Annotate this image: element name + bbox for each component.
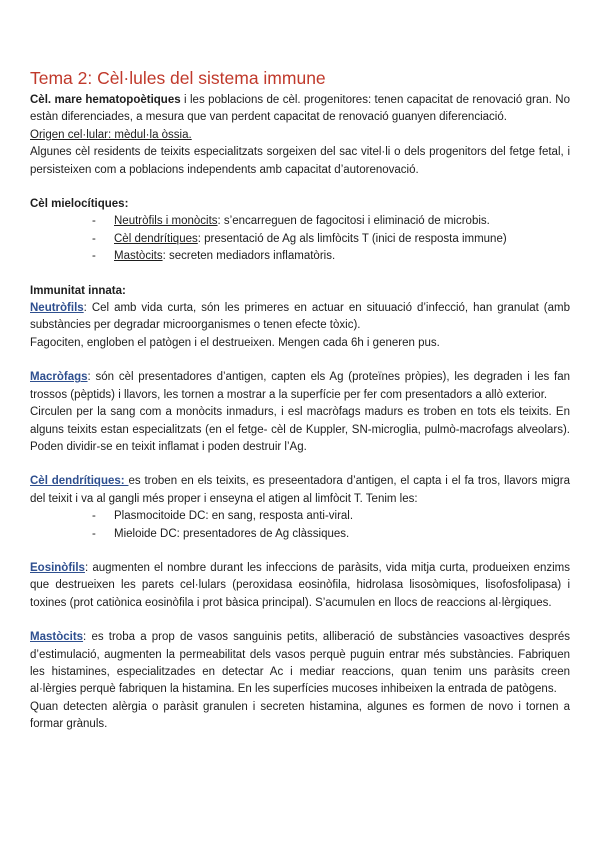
neutrophils-term: Neutròfils: [30, 302, 84, 315]
dendritic-term: Cèl dendrítiques:: [30, 475, 129, 488]
myeloid-list: [30, 213, 570, 265]
macrophages-paragraph: [30, 369, 570, 404]
eosinophils-term: Eosinòfils: [30, 561, 85, 574]
dendritic-text: es troben en els teixits, es preseentadora d’antigen, el capta i el fa tros, llavors migra del teixit i va al gangli més proper i enseyna el atigen al limfòcit T. Tenim les:: [30, 475, 570, 505]
list-item-text: : presentació de Ag als limfòcits T (inici de resposta immune): [197, 232, 507, 245]
spacer: [30, 543, 570, 560]
origin-text: Algunes cèl residents de teixits especialitzats sorgeixen del sac vitel·li o dels progenitors del fetge fetal, i persisteixen com a poblacions independents amb capacitat d’autorenovació.: [30, 146, 570, 176]
list-item-text: : s’encarreguen de fagocitosi i eliminació de microbis.: [217, 215, 490, 228]
list-item: [92, 231, 570, 248]
mastcells-paragraph: [30, 629, 570, 699]
eosinophils-text: : augmenten el nombre durant les infeccions de paràsits, vida mitja curta, produeixen enzims que destrueixen les parets cel·lulars (peroxidasa eosinòfila, hidrolasa lisosòmiques, lisofosfolipasa) i toxines (prot catiònica eosinòfila i prot bàsica principal). S’acumulen en llocs de reaccions al·lèrgiques.: [30, 561, 570, 609]
intro-term: Cèl. mare hematopoètiques: [30, 94, 181, 106]
spacer: [30, 352, 570, 369]
macrophages-text: : són cèl presentadores d’antigen, capten els Ag (proteïnes pròpies), les degraden i les fan trossos (pèptids) i llavors, les tornen a mostrar a la superfície per fer com presentadors a allò exterior.: [30, 371, 570, 401]
list-item: - Plasmocitoide DC: en sang, resposta anti-viral.: [92, 508, 570, 525]
mastcells-line2: Quan detecten alèrgia o paràsit granulen i secreten histamina, algunes es formen de novo i tornen a formar grànuls.: [30, 700, 570, 731]
list-item-term: Neutròfils i monòcits: [114, 215, 218, 228]
intro-paragraph: [30, 92, 570, 127]
intro-text: i les poblacions de cèl. progenitores: tenen capacitat de renovació gran. No estàn diferenciades, a mesura que van perdent capacitat de renovació guanyen diferenciació.: [30, 94, 570, 124]
myeloid-heading: Cèl mielocítiques:: [30, 198, 129, 211]
mastcells-text: : es troba a prop de vasos sanguinis petits, alliberació de substàncies vasoactives després d’estimulació, augmenten la permeabilitat dels vasos perquè puguin entrar més substàncies. Fabriquen les histamines, especialitzades en detectar Ac i mediar reaccions, quan tenim uns paràsits creen al·lèrgies perquè fabriquen la histamina. En les superfícies mucoses inhibeixen la entrada de patògens.: [30, 631, 570, 696]
list-item-text: : secreten mediadors inflamatòris.: [162, 250, 336, 263]
list-item-term: Mastòcits: [114, 250, 163, 263]
neutrophils-text: : Cel amb vida curta, són les primeres en actuar en situuació d’infecció, han granulat (amb substàncies per degradar microorganismes o tenen efecte tòxic).: [30, 302, 570, 332]
origin-label: Origen cel·lular: mèdul·la òssia.: [30, 128, 192, 141]
list-item: [92, 248, 570, 265]
spacer: [30, 612, 570, 629]
neutrophils-line2: Fagociten, engloben el patògen i el destrueixen. Mengen cada 6h i generen pus.: [30, 336, 440, 349]
neutrophils-paragraph: [30, 300, 570, 335]
list-item: - Mieloide DC: presentadores de Ag clàssiques.: [92, 526, 570, 543]
list-item-term: Cèl dendrítiques: [114, 232, 198, 245]
macrophages-term: Macròfags: [30, 371, 88, 384]
innate-heading: Immunitat innata:: [30, 284, 126, 297]
spacer: [30, 266, 570, 283]
dendritic-paragraph: [30, 473, 570, 508]
spacer: [30, 179, 570, 196]
page-title: Tema 2: Cèl·lules del sistema immune: [30, 68, 326, 88]
dendritic-list: [30, 508, 570, 543]
eosinophils-paragraph: [30, 560, 570, 612]
mastcells-term: Mastòcits: [30, 631, 84, 644]
macrophages-line2: Circulen per la sang com a monòcits inmadurs, i esl macròfags madurs es troben en tots els teixits. En alguns teixits estan especialitzats (en el fetge- cèl de Kuppler, SN-microglia, pulmò-macrofags alveolars). Poden dividir-se en teixit inflamat i poden destruir l’Ag.: [30, 406, 570, 453]
list-item: [92, 213, 570, 230]
spacer: [30, 456, 570, 473]
